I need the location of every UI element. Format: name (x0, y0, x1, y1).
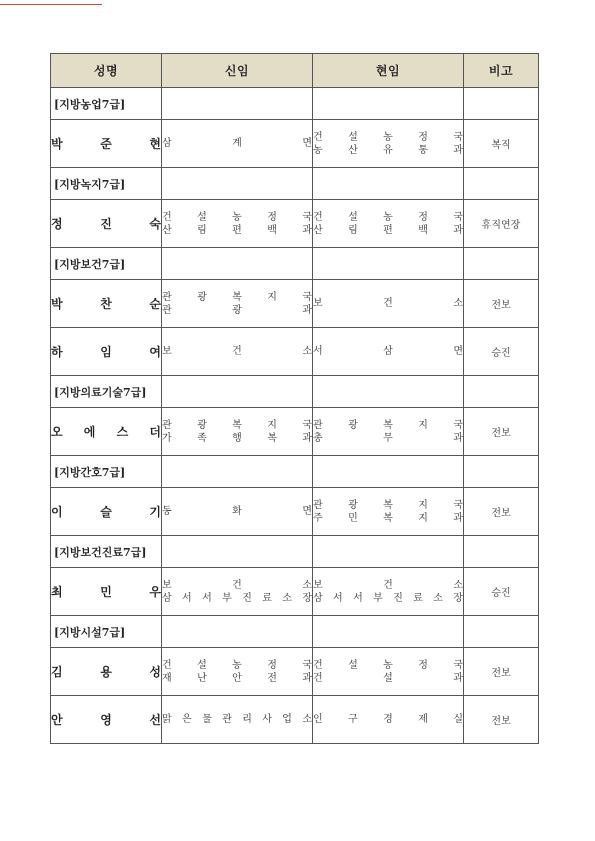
position-line: 건 설 농 정 국 (313, 659, 463, 671)
group-row (51, 88, 539, 120)
empty-cell (464, 88, 539, 120)
position-line: 산 림 편 백 과 (162, 224, 312, 236)
empty-cell (162, 168, 313, 200)
position-line: 보 건 소 (313, 579, 463, 591)
person-name-cell (51, 200, 162, 248)
empty-cell (464, 168, 539, 200)
header-new-post: 신임 (162, 54, 313, 88)
note-cell: 복직 (464, 120, 539, 168)
position-line: 건 설 농 정 국 (162, 211, 312, 223)
position-line: 서 삼 면 (313, 346, 463, 357)
position-line: 건 설 농 정 국 (162, 659, 312, 671)
empty-cell (313, 168, 464, 200)
position-line: 관 광 복 지 국 (313, 499, 463, 511)
person-name-cell (51, 408, 162, 456)
empty-cell (313, 456, 464, 488)
position-line: 관 광 복 지 국 (313, 419, 463, 431)
position-line: 인 구 경 제 실 (313, 714, 463, 725)
table-body (51, 88, 539, 744)
current-post-cell (313, 568, 464, 616)
group-title: [지방보건진료7급] (51, 536, 162, 568)
empty-cell (162, 536, 313, 568)
position-line: 박 준 현 (51, 137, 161, 151)
new-post-cell (162, 648, 313, 696)
group-title: [지방녹지7급] (51, 168, 162, 200)
position-line: 맑 은 물 관 리 사 업 소 (162, 714, 312, 725)
group-title: [지방의료기술7급] (51, 376, 162, 408)
position-line: 안 영 선 (51, 713, 161, 727)
new-post-cell (162, 328, 313, 376)
position-line: 건 설 과 (313, 672, 463, 684)
personnel-table (50, 53, 539, 744)
position-line: 재 난 안 전 과 (162, 672, 312, 684)
note-cell: 전보 (464, 408, 539, 456)
group-row (51, 168, 539, 200)
position-line: 이 슬 기 (51, 505, 161, 519)
empty-cell (313, 88, 464, 120)
position-line: 가 족 행 복 과 (162, 432, 312, 444)
empty-cell (464, 456, 539, 488)
note-cell: 휴직연장 (464, 200, 539, 248)
note-cell: 전보 (464, 488, 539, 536)
note-cell: 전보 (464, 648, 539, 696)
new-post-cell (162, 200, 313, 248)
empty-cell (313, 376, 464, 408)
empty-cell (464, 376, 539, 408)
position-line: 건 설 농 정 국 (313, 131, 463, 143)
note-cell: 승진 (464, 328, 539, 376)
person-row (51, 328, 539, 376)
person-name-cell (51, 328, 162, 376)
empty-cell (464, 616, 539, 648)
person-row (51, 648, 539, 696)
group-row (51, 248, 539, 280)
current-post-cell (313, 408, 464, 456)
current-post-cell (313, 328, 464, 376)
group-row (51, 456, 539, 488)
current-post-cell (313, 648, 464, 696)
group-title: [지방시설7급] (51, 616, 162, 648)
top-rule (0, 4, 102, 5)
person-row (51, 568, 539, 616)
empty-cell (162, 616, 313, 648)
empty-cell (464, 248, 539, 280)
position-line: 농 산 유 통 과 (313, 144, 463, 156)
person-name-cell (51, 648, 162, 696)
position-line: 삼 서 서 부 진 료 소 장 (162, 592, 312, 604)
new-post-cell (162, 120, 313, 168)
empty-cell (162, 456, 313, 488)
header-name: 성명 (51, 54, 162, 88)
position-line: 건 설 농 정 국 (313, 211, 463, 223)
position-line: 주 민 복 지 과 (313, 512, 463, 524)
group-title: [지방보건7급] (51, 248, 162, 280)
group-title: [지방간호7급] (51, 456, 162, 488)
position-line: 보 건 소 (313, 298, 463, 309)
empty-cell (313, 536, 464, 568)
position-line: 관 광 과 (162, 304, 312, 316)
person-row (51, 408, 539, 456)
position-line: 박 찬 순 (51, 297, 161, 311)
new-post-cell (162, 696, 313, 744)
current-post-cell (313, 280, 464, 328)
current-post-cell (313, 696, 464, 744)
position-line: 동 화 면 (162, 506, 312, 517)
position-line: 김 용 성 (51, 665, 161, 679)
note-cell: 승진 (464, 568, 539, 616)
position-line: 보 건 소 (162, 579, 312, 591)
empty-cell (162, 88, 313, 120)
group-row (51, 536, 539, 568)
person-name-cell (51, 696, 162, 744)
person-name-cell (51, 488, 162, 536)
position-line: 보 건 소 (162, 346, 312, 357)
position-line: 정 진 숙 (51, 217, 161, 231)
new-post-cell (162, 408, 313, 456)
position-line: 산 림 편 백 과 (313, 224, 463, 236)
person-row (51, 488, 539, 536)
empty-cell (162, 248, 313, 280)
empty-cell (162, 376, 313, 408)
new-post-cell (162, 280, 313, 328)
new-post-cell (162, 568, 313, 616)
person-row (51, 280, 539, 328)
table-header-row (51, 54, 539, 88)
note-cell: 전보 (464, 696, 539, 744)
current-post-cell (313, 488, 464, 536)
position-line: 삼 계 면 (162, 138, 312, 149)
empty-cell (313, 616, 464, 648)
position-line: 총 무 과 (313, 432, 463, 444)
header-note: 비고 (464, 54, 539, 88)
person-name-cell (51, 120, 162, 168)
group-row (51, 376, 539, 408)
person-name-cell (51, 280, 162, 328)
position-line: 관 광 복 지 국 (162, 419, 312, 431)
person-name-cell (51, 568, 162, 616)
person-row (51, 696, 539, 744)
group-title: [지방농업7급] (51, 88, 162, 120)
new-post-cell (162, 488, 313, 536)
current-post-cell (313, 120, 464, 168)
position-line: 오 에 스 더 (51, 425, 161, 439)
person-row (51, 200, 539, 248)
position-line: 최 민 우 (51, 585, 161, 599)
empty-cell (313, 248, 464, 280)
note-cell: 전보 (464, 280, 539, 328)
group-row (51, 616, 539, 648)
position-line: 하 임 여 (51, 345, 161, 359)
header-current-post: 현임 (313, 54, 464, 88)
position-line: 관 광 복 지 국 (162, 291, 312, 303)
person-row (51, 120, 539, 168)
position-line: 삼 서 서 부 진 료 소 장 (313, 592, 463, 604)
current-post-cell (313, 200, 464, 248)
empty-cell (464, 536, 539, 568)
